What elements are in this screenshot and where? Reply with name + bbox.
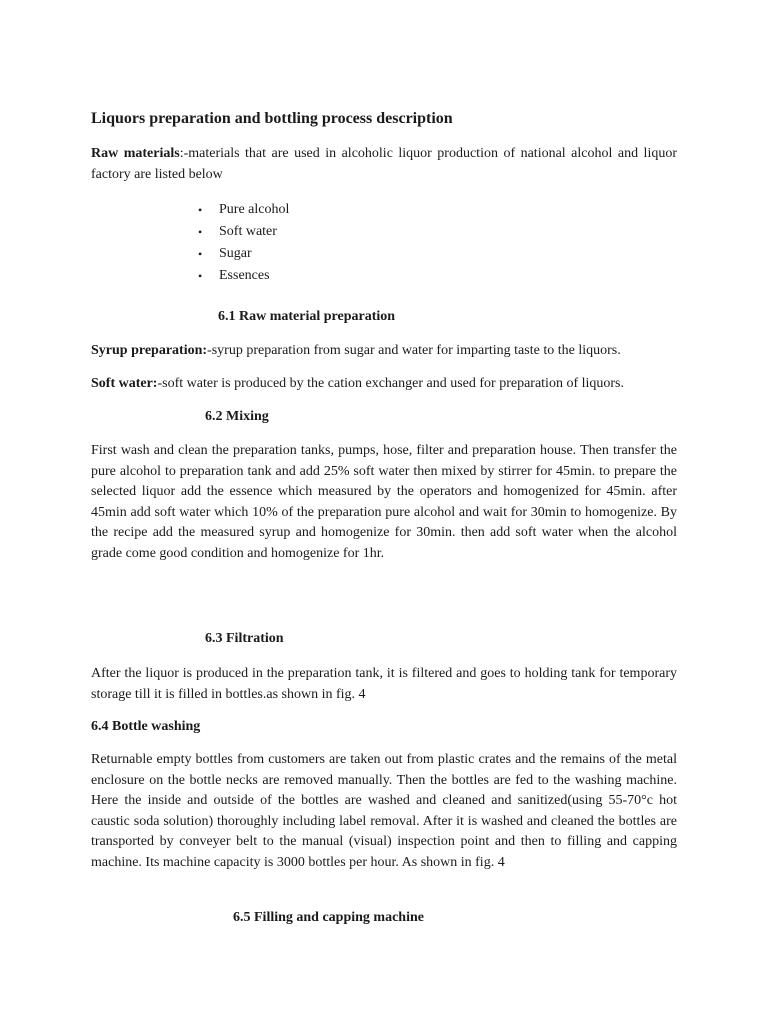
soft-water-paragraph (91, 374, 677, 395)
document-title: Liquors preparation and bottling process description (91, 110, 453, 127)
mixing-paragraph: First wash and clean the preparation tanks, pumps, hose, filter and preparation house. Then transfer the pure alcohol to preparation tank and add 25% soft water then mixed by stirrer for 45min. to prepare the selected liquor add the essence which measured by the operators and homogenized for 45min. after 45min add soft water which 10% of the preparation pure alcohol and wait for 30min to homogenize. By the recipe add the measured syrup and homogenize for 30min. then add soft water when the alcohol grade come good condition and homogenize for 1hr. (91, 443, 677, 561)
raw-materials-paragraph (91, 144, 677, 185)
list-item-label: Essences (219, 268, 270, 283)
raw-materials-label: Raw materials (91, 146, 180, 161)
syrup-preparation-paragraph (91, 341, 677, 362)
bullet-icon: • (198, 203, 203, 217)
raw-materials-list (198, 199, 289, 287)
list-item (198, 243, 289, 265)
list-item-label: Sugar (219, 246, 252, 261)
section-heading-6-1: 6.1 Raw material preparation (218, 309, 396, 324)
syrup-text: -syrup preparation from sugar and water for imparting taste to the liquors. (207, 343, 621, 358)
soft-water-label: Soft water: (91, 376, 158, 391)
list-item (198, 199, 289, 221)
section-heading-6-4: 6.4 Bottle washing (91, 719, 201, 734)
soft-water-text: -soft water is produced by the cation exchanger and used for preparation of liquors. (157, 376, 624, 391)
syrup-label: Syrup preparation: (91, 343, 208, 358)
filtration-paragraph: After the liquor is produced in the preparation tank, it is filtered and goes to holding tank for temporary storage till it is filled in bottles.as shown in fig. 4 (91, 666, 677, 702)
bullet-icon: • (198, 247, 203, 261)
section-heading-6-2: 6.2 Mixing (205, 409, 269, 424)
section-heading-6-5: 6.5 Filling and capping machine (233, 910, 424, 925)
bullet-icon: • (198, 269, 203, 283)
list-item (198, 265, 289, 287)
raw-materials-text: :-materials that are used in alcoholic liquor production of national alcohol and liquor factory are listed below (91, 146, 677, 182)
bullet-icon: • (198, 225, 203, 239)
bottle-washing-paragraph: Returnable empty bottles from customers are taken out from plastic crates and the remains of the metal enclosure on the bottle necks are removed manually. Then the bottles are fed to the washing machine. Here the inside and outside of the bottles are washed and cleaned and sanitized(using 55-70°c hot caustic soda solution) thoroughly including label removal. After it is washed and cleaned the bottles are transported by conveyer belt to the manual (visual) inspection point and then to filling and capping machine. Its machine capacity is 3000 bottles per hour. As shown in fig. 4 (91, 752, 677, 870)
list-item-label: Pure alcohol (219, 202, 290, 217)
list-item-label: Soft water (219, 224, 277, 239)
list-item (198, 221, 289, 243)
section-heading-6-3: 6.3 Filtration (205, 631, 284, 646)
